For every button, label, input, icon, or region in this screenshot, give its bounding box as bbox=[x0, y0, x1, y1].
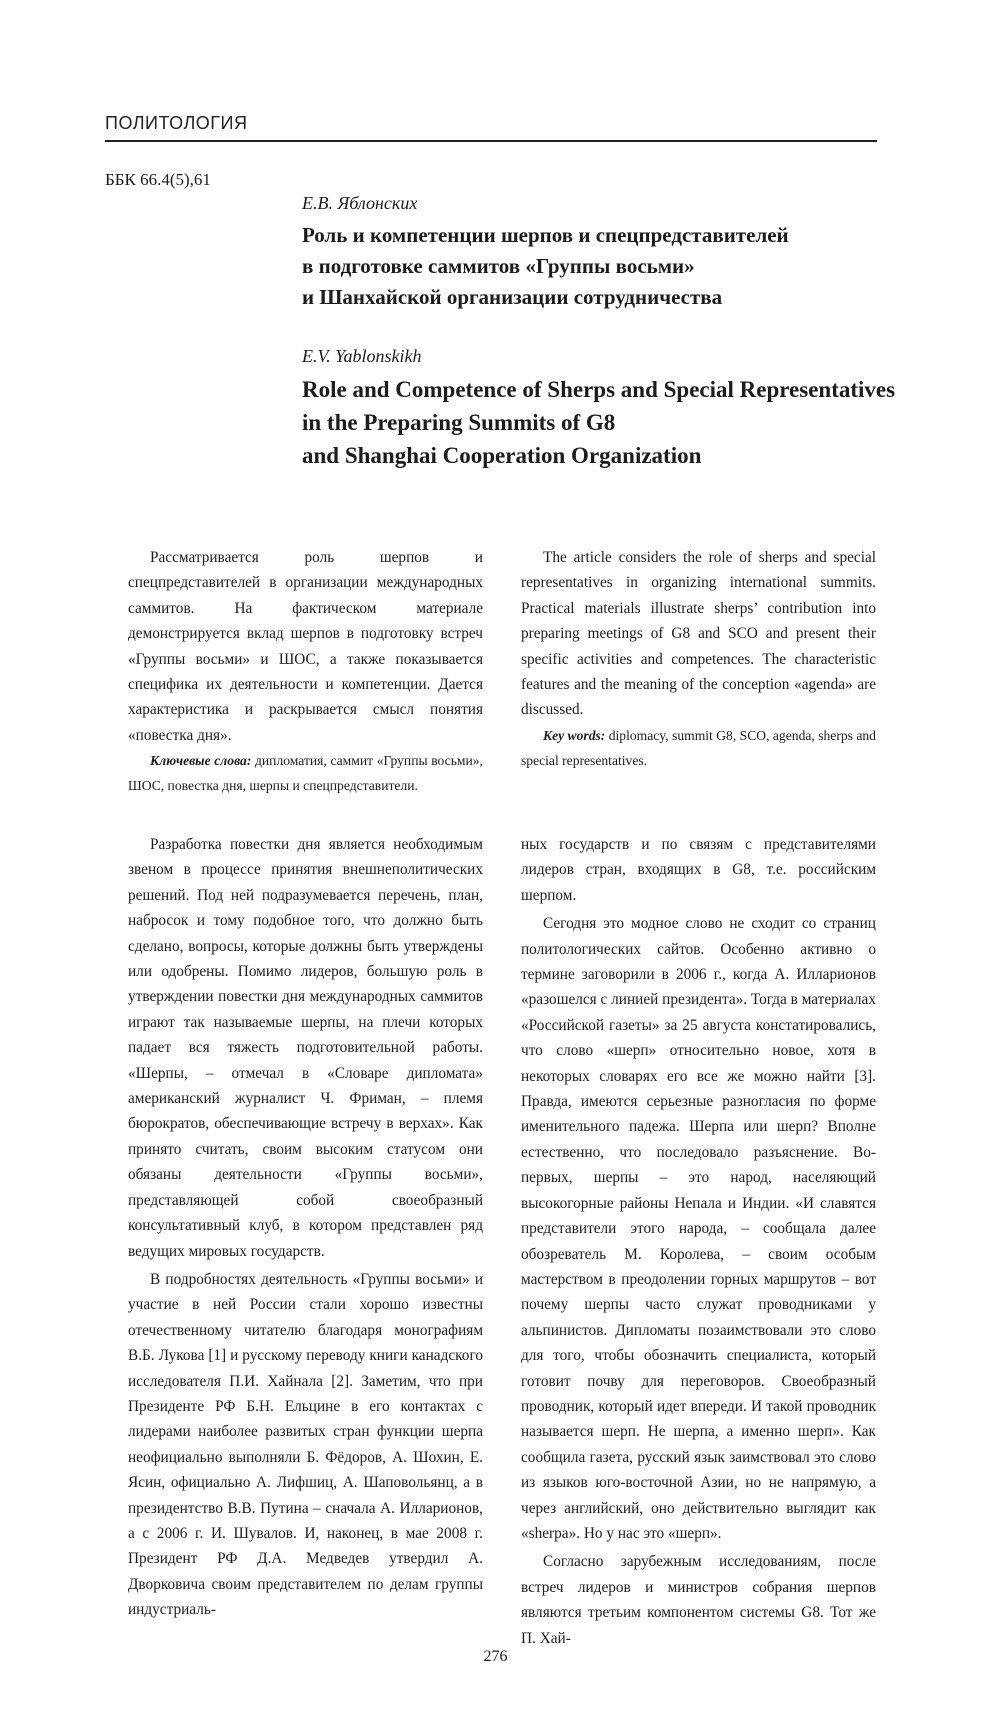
section-header: ПОЛИТОЛОГИЯ bbox=[105, 113, 248, 133]
ru-author: Е.В. Яблонских bbox=[302, 193, 418, 213]
page-number: 276 bbox=[483, 1648, 508, 1665]
body-paragraph: Сегодня это модное слово не сходит со страниц политологических сайтов. Особенно активно о термине заговорили в 2006 г., когда А. Илларионов «разошелся с линией президента». Тогда в материалах «Российской газеты» за 25 августа констатировались, что слово «шерп» относительно новое, хотя в некоторых словарях его все же можно найти [3]. Правда, имеются серьезные разногласия по форме именительного падежа. Шерпа или шерп? Вполне естественно, что последовало разъяснение. Во-первых, шерпы – это народ, населяющий высокогорные районы Непала и Индии. «И славятся представители этого народа, – сообщала далее обозреватель М. Королева, – своим особым мастерством в преодолении горных маршрутов – вот почему шерпы часто служат проводниками у альпинистов. Дипломаты позаимствовали это слово для того, чтобы обозначить специалиста, который готовит почву для переговоров. Своеобразный проводник, который идет впереди. И такой проводник называется шерп. Не шерпа, а именно шерп». Как сообщила газета, русский язык заимствовал это слово из языков юго-восточной Азии, но не напрямую, а через английский, оно действительно выглядит как «sherpa». Но у нас это «шерп». bbox=[521, 915, 876, 1542]
body-left-column bbox=[128, 832, 483, 1623]
header-rule bbox=[105, 140, 877, 142]
keywords-ru bbox=[128, 748, 483, 798]
en-title-line: in the Preparing Summits of G8 bbox=[302, 410, 616, 435]
keywords-en-list: diplomacy, summit G8, SCO, agenda, sherps and special representatives. bbox=[521, 727, 876, 768]
abstract-en bbox=[521, 545, 876, 773]
en-title bbox=[302, 373, 902, 472]
keywords-en-label: Key words: bbox=[543, 727, 606, 743]
en-title-block bbox=[302, 346, 902, 472]
body-right-column bbox=[521, 832, 876, 1651]
body-paragraph: В подробностях деятельность «Группы восьми» и участие в ней России стали хорошо известны отечественному читателю благодаря монографиям В.Б. Лукова [1] и русскому переводу книги канадского исследователя П.И. Хайнала [2]. Заметим, что при Президенте РФ Б.Н. Ельцине в его контактах с лидерами наиболее развитых стран функции шерпа неофициально выполняли Б. Фёдоров, А. Шохин, Е. Ясин, официально А. Лифшиц, А. Шаповольянц, а в президентство В.В. Путина – сначала А. Илларионов, а с 2006 г. И. Шувалов. И, наконец, в мае 2008 г. Президент РФ Д.А. Медведев утвердил А. Дворковича своим представителем по делам группы индустриаль- bbox=[128, 1270, 483, 1619]
keywords-ru-label: Ключевые слова: bbox=[150, 753, 252, 769]
ru-title bbox=[302, 220, 902, 313]
ru-title-line: и Шанхайской организации сотрудничества bbox=[302, 285, 723, 309]
ru-title-block bbox=[302, 193, 902, 313]
abstract-en-text: The article considers the role of sherps and special representatives in organizing international summits. Practical materials illustrate sherps’ contribution into preparing meetings of G8 and SCO and present their specific activities and competences. The characteristic features and the meaning of the conception «agenda» are discussed. bbox=[521, 549, 876, 719]
en-title-line: and Shanghai Cooperation Organization bbox=[302, 443, 702, 468]
ru-title-line: в подготовке саммитов «Группы восьми» bbox=[302, 254, 695, 278]
abstract-ru bbox=[128, 545, 483, 798]
body-paragraph: ных государств и по связям с представителями лидеров стран, входящих в G8, т.е. российским шерпом. bbox=[521, 836, 876, 904]
udc-code: ББК 66.4(5),61 bbox=[105, 170, 211, 189]
en-author: E.V. Yablonskikh bbox=[302, 346, 422, 366]
body-paragraph: Разработка повестки дня является необходимым звеном в процессе принятия внешнеполитических решений. Под ней подразумевается перечень, план, набросок и тому подобное того, что должно быть сделано, вопросы, которые должны быть утверждены или одобрены. Помимо лидеров, большую роль в утверждении повестки дня международных саммитов играют так называемые шерпы, на плечи которых падает вся тяжесть подготовительной работы. «Шерпы, – отмечал в «Словаре дипломата» американский журналист Ч. Фриман, – племя бюрократов, обеспечивающие встречу в верхах». Как принято считать, своим высоким статусом они обязаны деятельности «Группы восьми», представляющей собой своеобразный консультативный клуб, в котором представлен ряд ведущих мировых государств. bbox=[128, 836, 483, 1260]
abstract-ru-text: Рассматривается роль шерпов и спецпредставителей в организации международных саммитов. На фактическом материале демонстрируется вклад шерпов в подготовку встреч «Группы восьми» и ШОС, а также показывается специфика их деятельности и компетенции. Дается характеристика и раскрывается смысл понятия «повестка дня». bbox=[128, 549, 483, 744]
keywords-ru-list: дипломатия, саммит «Группы восьми», ШОС, повестка дня, шерпы и спецпредставители. bbox=[128, 753, 483, 794]
en-title-line: Role and Competence of Sherps and Special Representatives bbox=[302, 377, 896, 402]
body-paragraph: Согласно зарубежным исследованиям, после встреч лидеров и министров собрания шерпов являются третьим компонентом системы G8. Тот же П. Хай- bbox=[521, 1553, 876, 1647]
keywords-en bbox=[521, 723, 876, 773]
ru-title-line: Роль и компетенции шерпов и спецпредставителей bbox=[302, 223, 789, 247]
